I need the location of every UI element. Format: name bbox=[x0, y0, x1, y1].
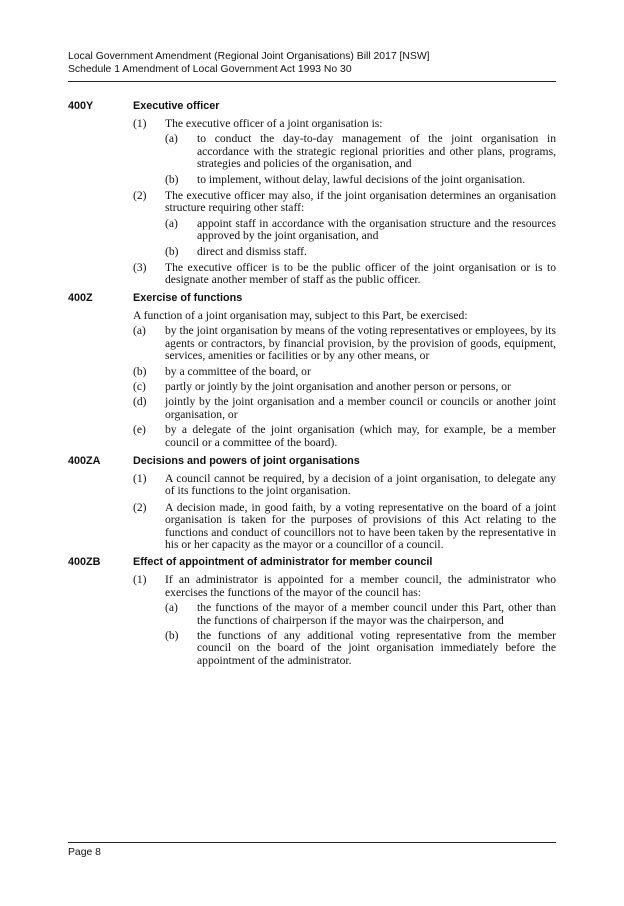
paragraph-text: by a delegate of the joint organisation (which may, for example, be a member council or a committee of the board). bbox=[165, 423, 556, 449]
subsection bbox=[133, 473, 556, 498]
paragraph-number: (d) bbox=[133, 395, 147, 409]
paragraph bbox=[165, 218, 556, 243]
paragraph-number: (b) bbox=[133, 364, 147, 378]
section-title: Decisions and powers of joint organisations bbox=[133, 454, 360, 467]
section-title: Executive officer bbox=[133, 100, 220, 112]
section-heading bbox=[68, 100, 556, 113]
paragraph-text: the functions of the mayor of a member council under this Part, other than the functions of chairperson if the mayor was the chairperson, and bbox=[197, 601, 556, 627]
subsection-number: (3) bbox=[133, 261, 147, 275]
subsection-number: (2) bbox=[133, 500, 147, 514]
subsection-text: A decision made, in good faith, by a voting representative on the board of a joint organisation is taken for the purposes of provisions of this Act relating to the functions and conduct of councillors not to have been taken by the representative in his or her capacity as the mayor or a councillor of a council. bbox=[165, 500, 556, 551]
section-heading bbox=[68, 556, 556, 569]
running-header bbox=[68, 51, 430, 76]
subsection-number: (2) bbox=[133, 189, 147, 203]
section-number: 400Y bbox=[68, 100, 94, 112]
section-400Y bbox=[68, 100, 556, 287]
section-title: Effect of appointment of administrator for member council bbox=[133, 556, 433, 569]
header-schedule: Schedule 1 Amendment of Local Government Act 1993 No 30 bbox=[68, 63, 352, 75]
header-bill-title: Local Government Amendment (Regional Joint Organisations) Bill 2017 [NSW] bbox=[68, 51, 430, 62]
subsection-text: The executive officer is to be the public officer of the joint organisation or is to designate another member of staff as the public officer. bbox=[165, 261, 556, 287]
paragraph-text: appoint staff in accordance with the organisation structure and the resources approved by the joint organisation, and bbox=[197, 216, 556, 243]
paragraph bbox=[133, 325, 556, 362]
paragraph-number: (e) bbox=[133, 423, 146, 437]
subsection-number: (1) bbox=[133, 471, 147, 485]
subsection bbox=[133, 574, 556, 667]
section-400Z bbox=[68, 292, 556, 449]
subsection-text: If an administrator is appointed for a member council, the administrator who exercises the functions of the mayor of the council has: bbox=[165, 573, 556, 599]
subsection bbox=[133, 190, 556, 258]
section-heading bbox=[68, 292, 556, 305]
paragraph-text: by the joint organisation by means of the voting representatives or employees, by its agents or contractors, by financial provision, by the provision of goods, equipment, services, amenities or facilities or by any other means, or bbox=[165, 324, 556, 363]
paragraph-text: partly or jointly by the joint organisation and another person or persons, or bbox=[165, 379, 511, 393]
paragraph-text: by a committee of the board, or bbox=[165, 364, 311, 378]
paragraph bbox=[165, 602, 556, 627]
paragraph-number: (a) bbox=[133, 324, 146, 338]
paragraph-text: direct and dismiss staff. bbox=[197, 244, 307, 258]
section-number: 400ZB bbox=[68, 556, 101, 569]
section-title: Exercise of functions bbox=[133, 291, 243, 304]
subsection-number: (1) bbox=[133, 117, 147, 130]
section-number: 400Z bbox=[68, 291, 93, 304]
paragraph-text: to implement, without delay, lawful decisions of the joint organisation. bbox=[197, 172, 526, 186]
paragraph-text: jointly by the joint organisation and a member council or councils or another joint organisation, or bbox=[165, 395, 556, 421]
header-rule bbox=[68, 81, 556, 82]
paragraph-number: (b) bbox=[165, 629, 179, 642]
document-body bbox=[68, 100, 556, 672]
subsection-text: The executive officer of a joint organisation is: bbox=[165, 117, 383, 130]
subsection-number: (1) bbox=[133, 573, 147, 587]
paragraph bbox=[165, 174, 556, 186]
subsection-text: The executive officer may also, if the joint organisation determines an organisation structure requiring other staff: bbox=[165, 189, 556, 215]
paragraph-text: to conduct the day-to-day management of the joint organisation in accordance with the strategic regional priorities and other plans, programs, strategies and policies of the organisation, and bbox=[197, 132, 556, 171]
paragraph bbox=[133, 366, 556, 378]
subsection bbox=[133, 502, 556, 552]
page-number: Page 8 bbox=[68, 847, 101, 858]
paragraph bbox=[133, 381, 556, 393]
section-400ZB bbox=[68, 556, 556, 667]
paragraph-number: (a) bbox=[165, 216, 178, 230]
paragraph bbox=[165, 133, 556, 170]
section-400ZA bbox=[68, 455, 556, 551]
paragraph bbox=[133, 424, 556, 449]
paragraph bbox=[165, 246, 556, 258]
paragraph-number: (b) bbox=[165, 172, 179, 186]
section-intro: A function of a joint organisation may, subject to this Part, be exercised: bbox=[133, 308, 468, 322]
subsection-text: A council cannot be required, by a decision of a joint organisation, to delegate any of its functions to the joint organisation. bbox=[165, 471, 556, 498]
paragraph bbox=[133, 396, 556, 421]
footer-rule bbox=[68, 842, 556, 843]
subsection bbox=[133, 262, 556, 287]
section-number: 400ZA bbox=[68, 454, 101, 467]
paragraph-number: (b) bbox=[165, 244, 179, 258]
paragraph bbox=[165, 630, 556, 667]
paragraph-text: the functions of any additional voting representative from the member council on the board of the joint organisation immediately before the appointment of the administrator. bbox=[197, 629, 556, 667]
paragraph-number: (a) bbox=[165, 601, 178, 615]
section-heading bbox=[68, 455, 556, 468]
subsection bbox=[133, 118, 556, 186]
paragraph-number: (c) bbox=[133, 379, 146, 393]
paragraph-number: (a) bbox=[165, 132, 178, 146]
